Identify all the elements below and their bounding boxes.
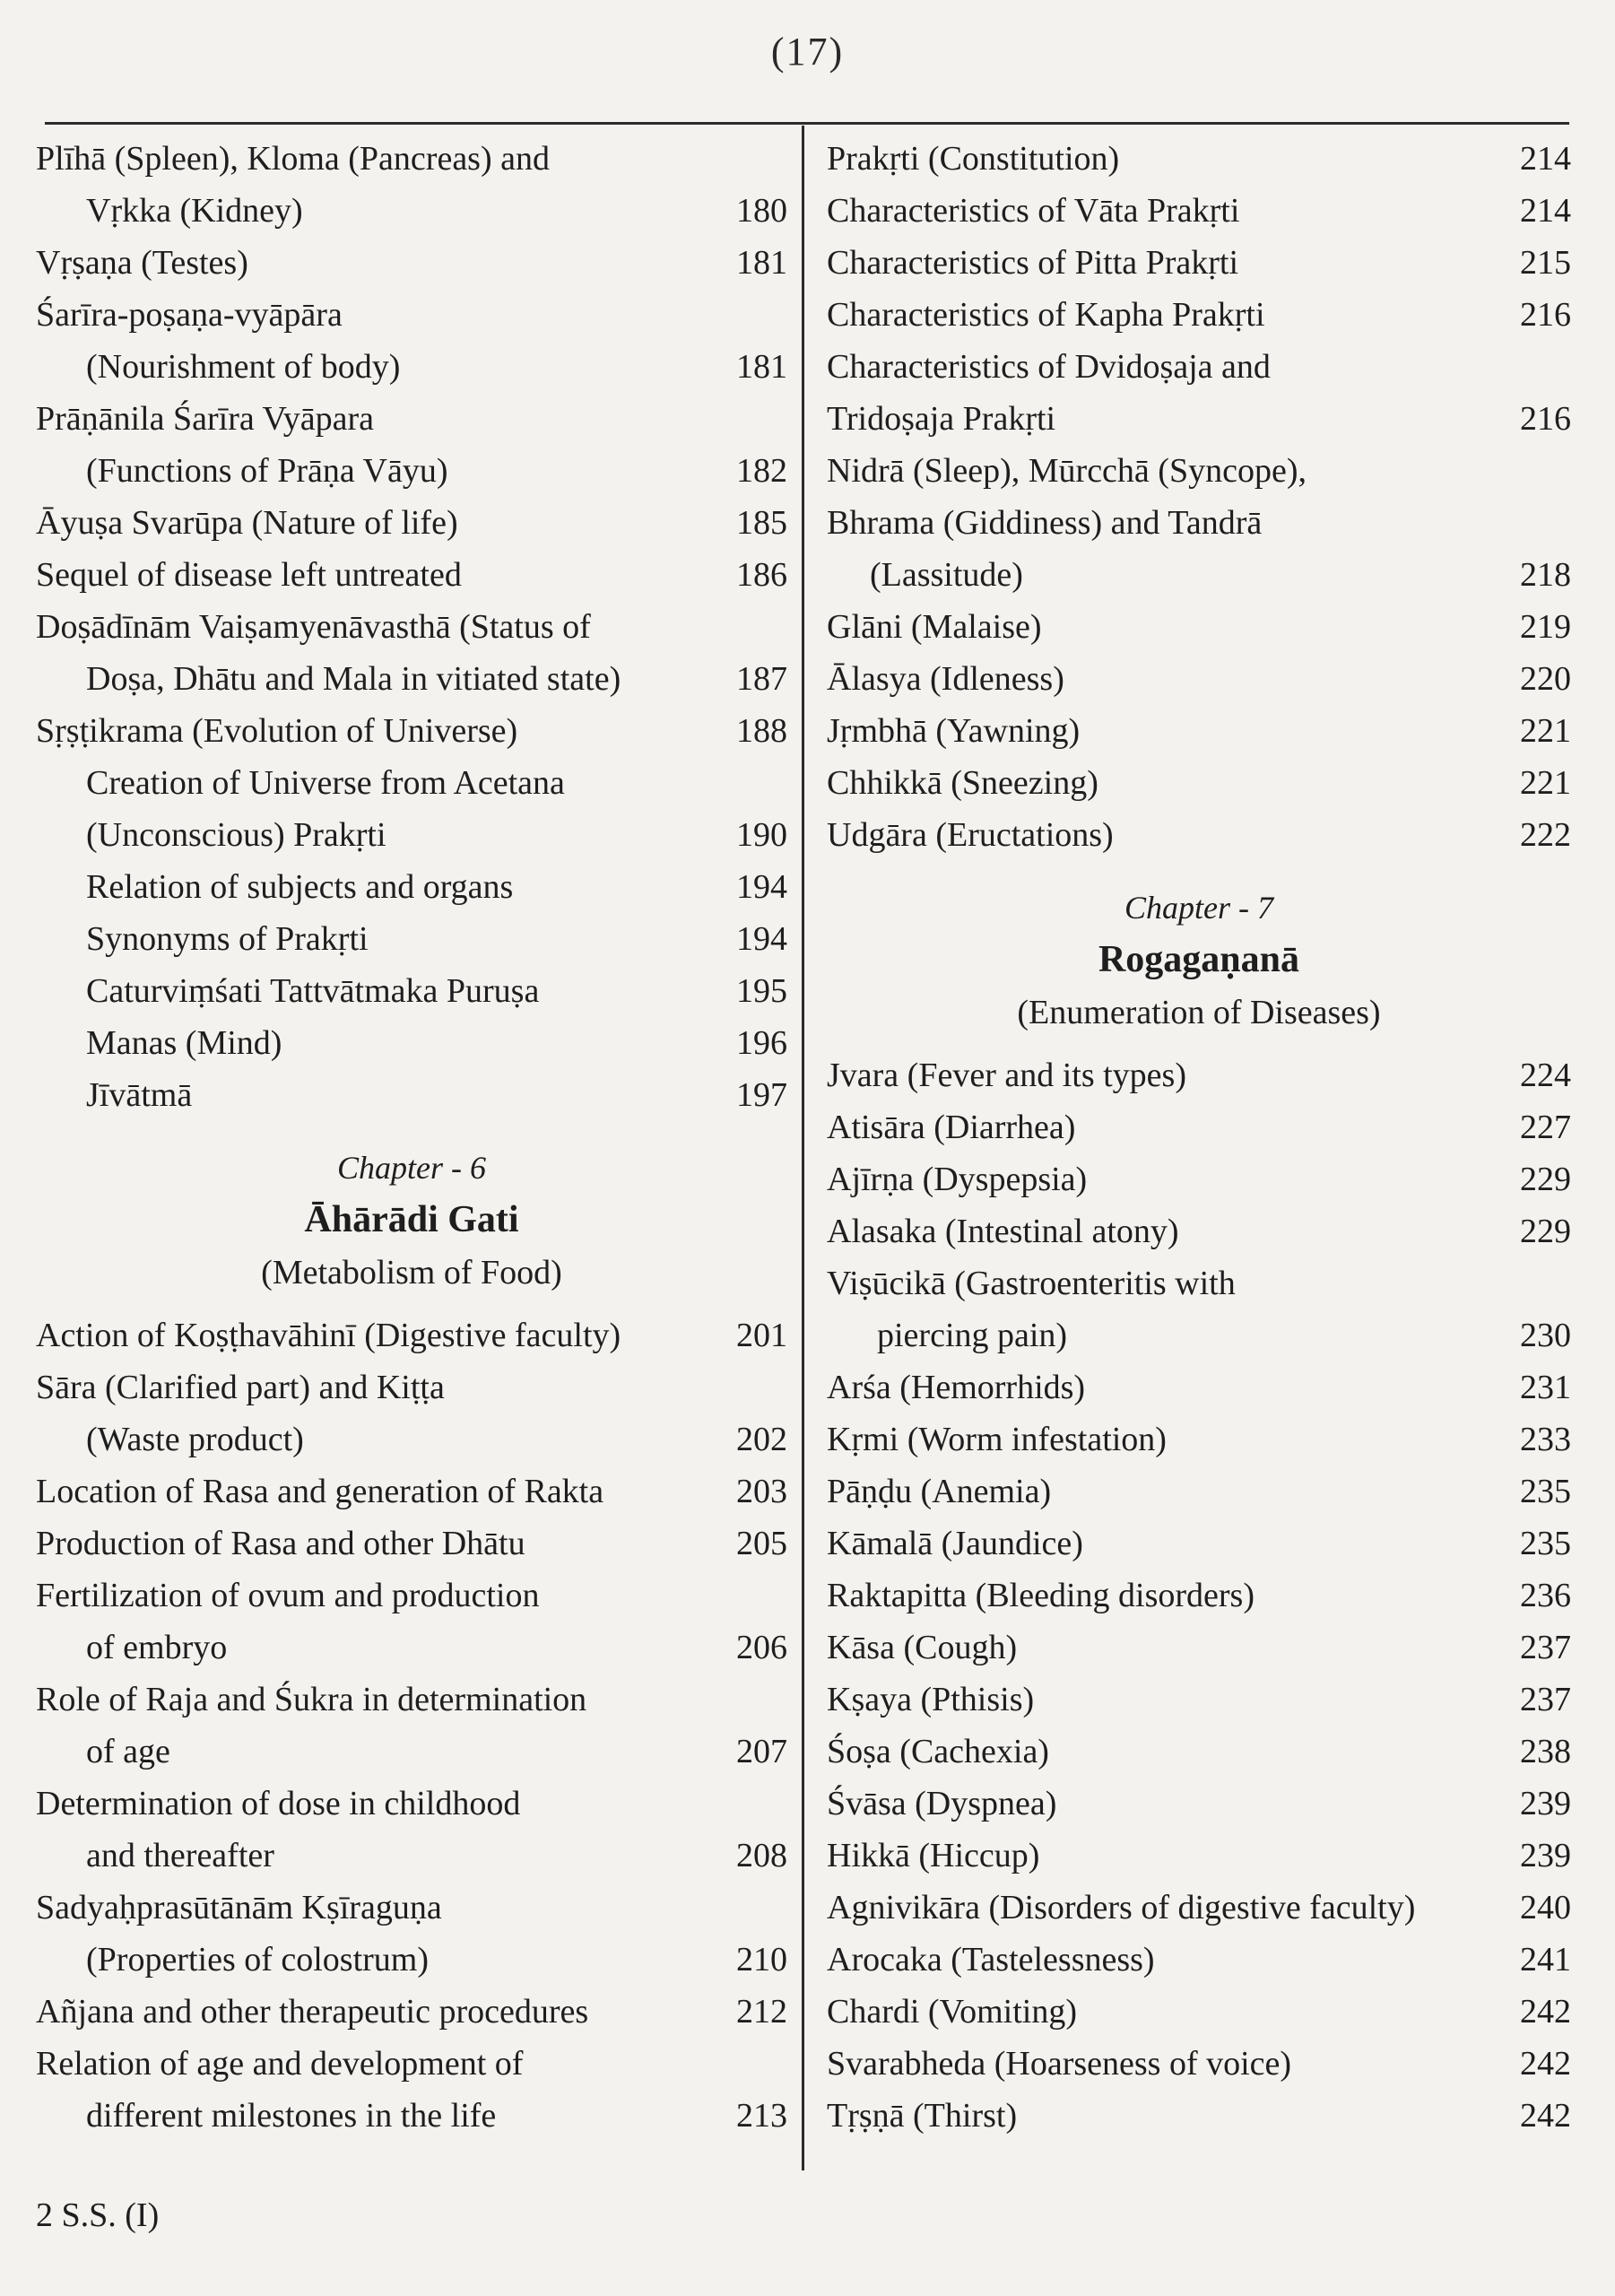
toc-entry-page: 222 [1520, 816, 1571, 854]
toc-entry-page: 230 [1520, 1317, 1571, 1354]
toc-entry-page: 215 [1520, 244, 1571, 282]
toc-entry-title: Śarīra-poṣaṇa-vyāpāra (Nourishment of body) [36, 296, 401, 386]
toc-entry-title: Prakṛti (Constitution) [827, 140, 1120, 178]
toc-entry-page: 216 [1520, 296, 1571, 334]
toc-entry-page: 186 [736, 556, 787, 594]
toc-entry-page: 182 [736, 452, 787, 490]
toc-entry [36, 861, 787, 913]
toc-entry-title: Kāsa (Cough) [827, 1629, 1018, 1666]
toc-entry-title: Sequel of disease left untreated [36, 556, 462, 594]
toc-entry-title: Plīhā (Spleen), Kloma (Pancreas) and Vṛkka (Kidney) [36, 140, 550, 230]
toc-entry [827, 1726, 1571, 1778]
toc-entry-title: Action of Koṣṭhavāhinī (Digestive faculty) [36, 1317, 621, 1354]
toc-entry-page: 221 [1520, 712, 1571, 750]
column-divider [802, 126, 804, 2170]
toc-entry-page: 187 [736, 660, 787, 698]
toc-entry-title: Hikkā (Hiccup) [827, 1837, 1040, 1874]
toc-entry-page: 214 [1520, 140, 1571, 178]
toc-entry [827, 653, 1571, 705]
toc-entry [827, 1205, 1571, 1257]
toc-entry-page: 196 [736, 1024, 787, 1062]
toc-entry-title: Viṣūcikā (Gastroenteritis with piercing pain) [827, 1265, 1236, 1354]
toc-entry [827, 1518, 1571, 1570]
toc-entry [36, 289, 787, 393]
toc-entry [827, 1986, 1571, 2038]
toc-entry-page: 237 [1520, 1629, 1571, 1666]
toc-entry [36, 133, 787, 237]
toc-entry [36, 601, 787, 705]
toc-entry [827, 1778, 1571, 1830]
toc-entry [827, 1830, 1571, 1882]
toc-entry-title: Role of Raja and Śukra in determination of age [36, 1681, 587, 1770]
toc-entry-title: Āyuṣa Svarūpa (Nature of life) [36, 504, 458, 542]
toc-entry-page: 206 [736, 1629, 787, 1666]
toc-entry-title: Svarabheda (Hoarseness of voice) [827, 2045, 1292, 2083]
toc-entry [36, 913, 787, 965]
chapter-7-entries [827, 1049, 1571, 2142]
toc-entry-page: 235 [1520, 1525, 1571, 1562]
toc-entry [36, 549, 787, 601]
toc-entry [827, 2038, 1571, 2090]
toc-entry [827, 341, 1571, 445]
toc-entry-page: 235 [1520, 1473, 1571, 1510]
toc-entry [36, 1069, 787, 1121]
toc-entry-page: 212 [736, 1993, 787, 2031]
toc-entry-title: Sāra (Clarified part) and Kiṭṭa (Waste product) [36, 1369, 445, 1458]
toc-entry-page: 241 [1520, 1941, 1571, 1979]
toc-entry [36, 1518, 787, 1570]
toc-entry [36, 757, 787, 861]
toc-entry-page: 190 [736, 816, 787, 854]
toc-entry-page: 239 [1520, 1837, 1571, 1874]
toc-entry-title: Arocaka (Tastelessness) [827, 1941, 1155, 1979]
toc-entry-page: 242 [1520, 2097, 1571, 2135]
toc-entry-title: Tṛṣṇā (Thirst) [827, 2097, 1018, 2135]
toc-entry-title: Atisāra (Diarrhea) [827, 1109, 1076, 1146]
toc-entry [827, 185, 1571, 237]
toc-entry-page: 188 [736, 712, 787, 750]
toc-entry-title: Manas (Mind) [86, 1024, 282, 1062]
toc-entry-title: Vṛṣaṇa (Testes) [36, 244, 248, 282]
toc-entry [827, 601, 1571, 653]
toc-entry [827, 809, 1571, 861]
toc-entry-title: Chhikkā (Sneezing) [827, 764, 1098, 802]
toc-entry-title: Kṣaya (Pthisis) [827, 1681, 1035, 1718]
toc-entry-page: 237 [1520, 1681, 1571, 1718]
toc-entry [827, 2090, 1571, 2142]
toc-entry-page: 202 [736, 1421, 787, 1458]
toc-entry [827, 289, 1571, 341]
toc-entry-page: 180 [736, 192, 787, 230]
toc-entry-title: Kāmalā (Jaundice) [827, 1525, 1083, 1562]
toc-entry-page: 220 [1520, 660, 1571, 698]
toc-entry-page: 236 [1520, 1577, 1571, 1614]
left-column [36, 133, 787, 2142]
toc-entry [827, 1674, 1571, 1726]
toc-entry [36, 2038, 787, 2142]
toc-entry [827, 1049, 1571, 1101]
chapter-6-label: Chapter - 6 [337, 1150, 486, 1186]
toc-entry-page: 229 [1520, 1161, 1571, 1198]
toc-entry-title: Ālasya (Idleness) [827, 660, 1064, 698]
toc-entry-title: Kṛmi (Worm infestation) [827, 1421, 1167, 1458]
toc-entry-title: Relation of age and development of different milestones in the life [36, 2045, 524, 2135]
toc-entry-page: 238 [1520, 1733, 1571, 1770]
toc-entry [36, 1986, 787, 2038]
toc-entry [36, 497, 787, 549]
toc-entry-page: 195 [736, 972, 787, 1010]
toc-entry [827, 705, 1571, 757]
toc-entry-title: Glāni (Malaise) [827, 608, 1042, 646]
toc-entry-title: Udgāra (Eructations) [827, 816, 1114, 854]
toc-entry [827, 1465, 1571, 1518]
toc-entry-page: 227 [1520, 1109, 1571, 1146]
toc-entry-page: 207 [736, 1733, 787, 1770]
toc-entry-title: Creation of Universe from Acetana (Unconscious) Prakṛti [86, 764, 565, 854]
toc-entry-title: Ajīrṇa (Dyspepsia) [827, 1161, 1088, 1198]
toc-entry-title: Sṛṣṭikrama (Evolution of Universe) [36, 712, 518, 750]
toc-entry-page: 181 [736, 348, 787, 386]
toc-entry-title: Fertilization of ovum and production of embryo [36, 1577, 540, 1666]
toc-entry [36, 1309, 787, 1361]
toc-entry-page: 208 [736, 1837, 787, 1874]
toc-entry-title: Prāṇānila Śarīra Vyāpara (Functions of Prāṇa Vāyu) [36, 400, 448, 490]
toc-entry-page: 242 [1520, 1993, 1571, 2031]
toc-entry-title: Characteristics of Vāta Prakṛti [827, 192, 1240, 230]
toc-entry-page: 213 [736, 2097, 787, 2135]
toc-entry-title: Characteristics of Dvidoṣaja and Tridoṣaja Prakṛti [827, 348, 1271, 438]
toc-entry [36, 1674, 787, 1778]
toc-entry-title: Characteristics of Pitta Prakṛti [827, 244, 1239, 282]
chapter-7-title: Rogagaṇanā [1098, 939, 1300, 980]
toc-entry-page: 231 [1520, 1369, 1571, 1406]
toc-entry [827, 237, 1571, 289]
toc-entry-title: Location of Rasa and generation of Rakta [36, 1473, 604, 1510]
toc-entry-page: 203 [736, 1473, 787, 1510]
toc-entry [827, 1153, 1571, 1205]
toc-entry [36, 1017, 787, 1069]
toc-entry-title: Sadyaḥprasūtānām Kṣīraguṇa (Properties of colostrum) [36, 1889, 442, 1979]
toc-entry-title: Production of Rasa and other Dhātu [36, 1525, 525, 1562]
toc-entry-title: Alasaka (Intestinal atony) [827, 1213, 1179, 1250]
toc-entry-title: Doṣādīnām Vaiṣamyenāvasthā (Status of Doṣa, Dhātu and Mala in vitiated state) [36, 608, 621, 698]
toc-entry [827, 1934, 1571, 1986]
toc-entry [827, 133, 1571, 185]
toc-entry-page: 229 [1520, 1213, 1571, 1250]
right-column [827, 133, 1571, 2142]
top-rule [45, 122, 1569, 125]
toc-entry-page: 181 [736, 244, 787, 282]
toc-entry-page: 216 [1520, 400, 1571, 438]
right-entries [827, 133, 1571, 861]
toc-entry-page: 194 [736, 920, 787, 958]
toc-entry-title: Chardi (Vomiting) [827, 1993, 1078, 2031]
toc-entry-page: 221 [1520, 764, 1571, 802]
chapter-6-entries [36, 1309, 787, 2142]
toc-entry-title: Characteristics of Kapha Prakṛti [827, 296, 1265, 334]
toc-entry [827, 1361, 1571, 1413]
toc-entry-page: 224 [1520, 1057, 1571, 1094]
toc-entry-title: Nidrā (Sleep), Mūrcchā (Syncope), Bhrama (Giddiness) and Tandrā (Lassitude) [827, 452, 1307, 594]
toc-entry-page: 201 [736, 1317, 787, 1354]
toc-entry [827, 1882, 1571, 1934]
toc-entry-page: 240 [1520, 1889, 1571, 1926]
toc-entry-page: 185 [736, 504, 787, 542]
chapter-6-subtitle: (Metabolism of Food) [261, 1254, 562, 1292]
toc-entry [827, 1257, 1571, 1361]
footer-signature: 2 S.S. (I) [36, 2196, 160, 2234]
chapter-7-subtitle: (Enumeration of Diseases) [1017, 994, 1381, 1031]
toc-entry-page: 242 [1520, 2045, 1571, 2083]
toc-entry-title: Agnivikāra (Disorders of digestive faculty) [827, 1889, 1416, 1926]
toc-entry-title: Jīvātmā [86, 1076, 193, 1114]
toc-entry-page: 194 [736, 868, 787, 906]
chapter-7-label: Chapter - 7 [1124, 890, 1273, 926]
toc-entry [36, 1361, 787, 1465]
toc-entry [36, 1882, 787, 1986]
toc-entry-title: Śvāsa (Dyspnea) [827, 1785, 1057, 1822]
toc-entry [36, 1778, 787, 1882]
toc-entry-page: 233 [1520, 1421, 1571, 1458]
toc-entry-title: Synonyms of Prakṛti [86, 920, 369, 958]
toc-entry-title: Arśa (Hemorrhids) [827, 1369, 1086, 1406]
toc-entry [827, 1570, 1571, 1622]
toc-entry [36, 237, 787, 289]
left-entries [36, 133, 787, 1121]
toc-entry [36, 705, 787, 757]
chapter-6-title: Āhārādi Gati [304, 1199, 519, 1240]
toc-entry-title: Pāṇḍu (Anemia) [827, 1473, 1052, 1510]
toc-entry-title: Jṛmbhā (Yawning) [827, 712, 1081, 750]
toc-entry [827, 757, 1571, 809]
toc-entry [827, 1622, 1571, 1674]
toc-entry-title: Raktapitta (Bleeding disorders) [827, 1577, 1255, 1614]
toc-entry-title: Añjana and other therapeutic procedures [36, 1993, 589, 2031]
toc-entry [36, 1570, 787, 1674]
toc-entry-title: Caturviṃśati Tattvātmaka Puruṣa [86, 972, 540, 1010]
toc-entry [827, 1101, 1571, 1153]
toc-entry-page: 239 [1520, 1785, 1571, 1822]
toc-entry-title: Relation of subjects and organs [86, 868, 514, 906]
toc-entry [827, 1413, 1571, 1465]
toc-entry-title: Śoṣa (Cachexia) [827, 1733, 1049, 1770]
toc-entry-page: 219 [1520, 608, 1571, 646]
toc-entry [827, 445, 1571, 601]
toc-entry [36, 965, 787, 1017]
toc-entry-page: 214 [1520, 192, 1571, 230]
toc-entry-page: 197 [736, 1076, 787, 1114]
toc-entry-title: Determination of dose in childhood and thereafter [36, 1785, 521, 1874]
toc-entry [36, 1465, 787, 1518]
toc-entry-page: 205 [736, 1525, 787, 1562]
toc-entry-page: 210 [736, 1941, 787, 1979]
toc-entry [36, 393, 787, 497]
toc-entry-title: Jvara (Fever and its types) [827, 1057, 1186, 1094]
page-number: (17) [770, 30, 845, 74]
toc-entry-page: 218 [1520, 556, 1571, 594]
